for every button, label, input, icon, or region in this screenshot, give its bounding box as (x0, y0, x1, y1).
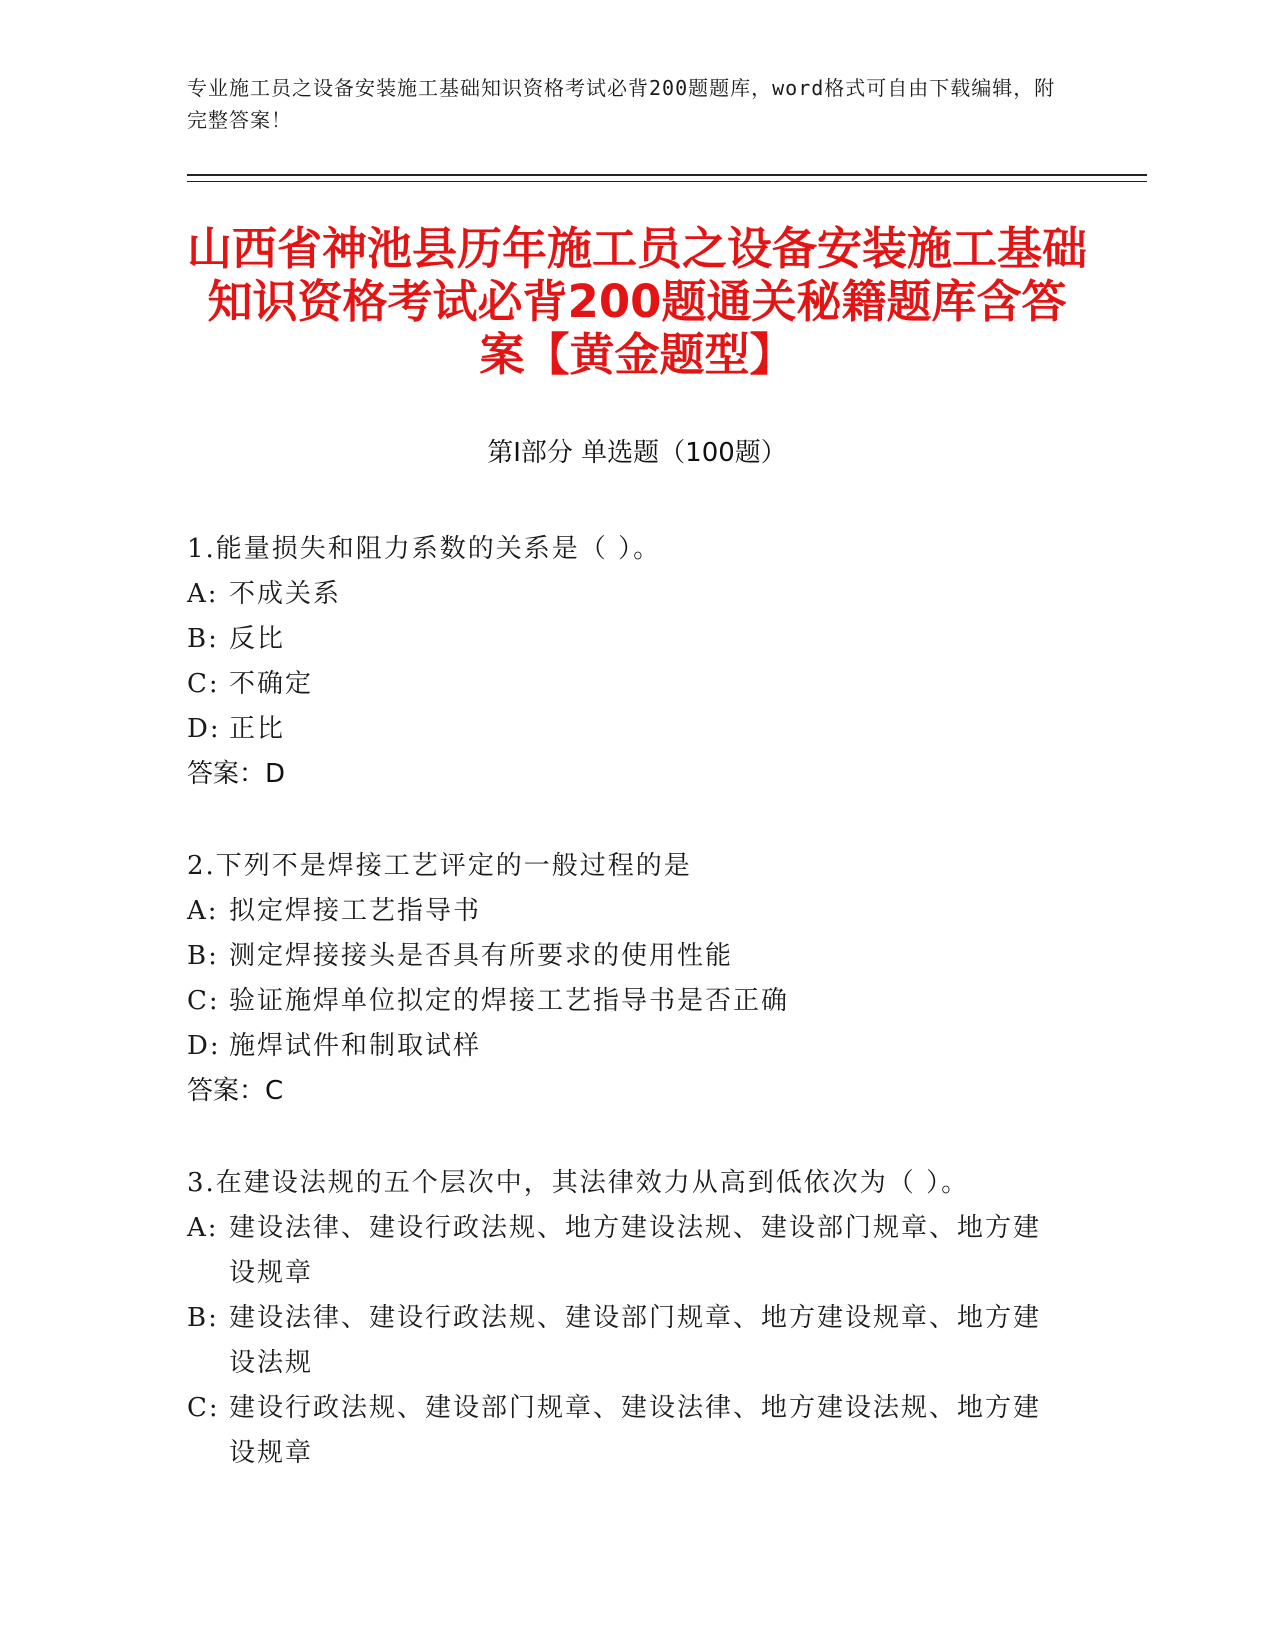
option-d (187, 1024, 1067, 1069)
option-d (187, 707, 1067, 752)
option-key: A: (187, 579, 219, 609)
option-text: 施焊试件和制取试样 (229, 1031, 482, 1061)
question-list (187, 527, 1067, 1523)
question-3 (187, 1161, 1067, 1476)
option-text: 建设法律、建设行政法规、建设部门规章、地方建设规章、地方建设法规 (229, 1303, 1042, 1378)
option-c (187, 979, 1067, 1024)
header-rule-thick (187, 174, 1147, 176)
answer-line: 答案：C (187, 1076, 284, 1106)
option-key: A: (187, 896, 219, 926)
question-stem: 1.能量损失和阻力系数的关系是（ ）。 (187, 534, 662, 564)
option-key: C: (187, 1393, 220, 1423)
option-key: D: (187, 714, 221, 744)
option-text: 反比 (229, 624, 286, 654)
option-key: A: (187, 1213, 219, 1243)
header-rule-thin (187, 181, 1147, 182)
option-text: 测定焊接接头是否具有所要求的使用性能 (229, 941, 734, 971)
option-text: 不成关系 (229, 579, 342, 609)
question-stem: 3.在建设法规的五个层次中，其法律效力从高到低依次为（ ）。 (187, 1168, 970, 1198)
answer-line: 答案：D (187, 759, 286, 789)
option-text: 不确定 (229, 669, 314, 699)
option-key: D: (187, 1031, 221, 1061)
option-c (187, 1386, 1067, 1476)
question-1 (187, 527, 1067, 797)
option-text: 建设法律、建设行政法规、地方建设法规、建设部门规章、地方建设规章 (229, 1213, 1042, 1288)
option-key: B: (187, 941, 219, 971)
option-key: C: (187, 669, 220, 699)
option-text: 拟定焊接工艺指导书 (229, 896, 482, 926)
document-title: 山西省神池县历年施工员之设备安装施工基础知识资格考试必背200题通关秘籍题库含答案【黄金题型】 (187, 222, 1088, 381)
section-title: 第Ⅰ部分 单选题（100题） (487, 438, 787, 468)
question-stem: 2.下列不是焊接工艺评定的一般过程的是 (187, 851, 692, 881)
option-key: C: (187, 986, 220, 1016)
option-b (187, 1296, 1067, 1386)
option-a (187, 1206, 1067, 1296)
option-text: 建设行政法规、建设部门规章、建设法律、地方建设法规、地方建设规章 (229, 1393, 1042, 1468)
option-text: 验证施焊单位拟定的焊接工艺指导书是否正确 (229, 986, 790, 1016)
option-b (187, 617, 1067, 662)
option-a (187, 572, 1067, 617)
option-b (187, 934, 1067, 979)
option-a (187, 889, 1067, 934)
option-text: 正比 (229, 714, 286, 744)
option-key: B: (187, 1303, 219, 1333)
question-2 (187, 844, 1067, 1114)
header-note: 专业施工员之设备安装施工基础知识资格考试必背200题题库，word格式可自由下载编辑，附完整答案！ (187, 76, 1056, 132)
option-key: B: (187, 624, 219, 654)
option-c (187, 662, 1067, 707)
